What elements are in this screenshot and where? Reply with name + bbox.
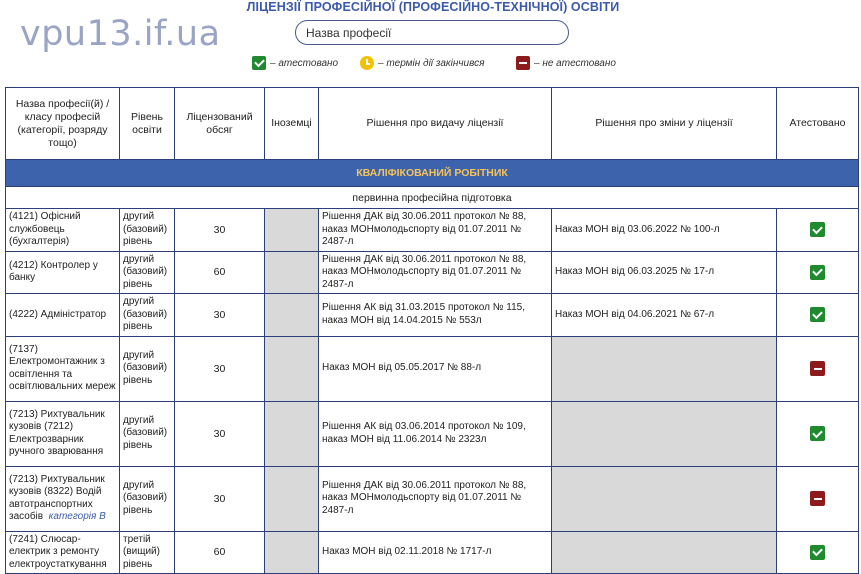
profession-name: (4222) Адміністратор: [9, 308, 107, 320]
cell-attested: [777, 401, 859, 466]
cell-changes: Наказ МОН від 06.03.2025 № 17-л: [552, 251, 777, 294]
cell-level: другий (базовий) рівень: [120, 466, 175, 531]
profession-name: (7213) Рихтувальник кузовів (7212) Електрозварник ручного зварювання: [9, 408, 105, 457]
cell-profession: [6, 209, 120, 252]
cell-volume: 60: [175, 531, 265, 574]
header-foreigners: Іноземці: [265, 88, 319, 160]
legend-attested-label: – атестовано: [270, 57, 339, 69]
clock-icon: [360, 56, 374, 70]
cell-decision: Рішення ДАК від 30.06.2011 протокол № 88, наказ МОНмолодьспорту від 01.07.2011 № 2487-л: [319, 209, 552, 252]
cell-volume: 30: [175, 294, 265, 337]
section-title: КВАЛІФІКОВАНИЙ РОБІТНИК: [6, 160, 859, 187]
profession-name: (4212) Контролер у банку: [9, 259, 98, 284]
cell-changes: [552, 336, 777, 401]
cell-attested: [777, 251, 859, 294]
profession-name: (4121) Офісний службовець (бухгалтерія): [9, 211, 81, 247]
check-icon: [810, 265, 825, 280]
cell-decision: Рішення ДАК від 30.06.2011 протокол № 88, наказ МОНмолодьспорту від 01.07.2011 № 2487-л: [319, 251, 552, 294]
license-table: [5, 87, 859, 574]
cell-attested: [777, 531, 859, 574]
cell-level: третій (вищий) рівень: [120, 531, 175, 574]
cell-level: другий (базовий) рівень: [120, 209, 175, 252]
cell-attested: [777, 336, 859, 401]
legend-expired-label: – термін дії закінчився: [378, 57, 485, 69]
table-row: [6, 466, 859, 531]
cell-foreigners: [265, 466, 319, 531]
page-title: ЛІЦЕНЗІЇ ПРОФЕСІЙНОЇ (ПРОФЕСІЙНО-ТЕХНІЧНОЇ) ОСВІТИ: [246, 0, 620, 14]
site-logo[interactable]: vpu13.if.ua: [20, 14, 221, 54]
table-row: [6, 531, 859, 574]
cell-level: другий (базовий) рівень: [120, 251, 175, 294]
cell-changes: Наказ МОН від 03.06.2022 № 100-л: [552, 209, 777, 252]
section-row: [6, 160, 859, 187]
cell-foreigners: [265, 401, 319, 466]
cell-foreigners: [265, 294, 319, 337]
cell-profession: [6, 466, 120, 531]
table-row: [6, 251, 859, 294]
cell-changes: [552, 401, 777, 466]
subsection-row: [6, 187, 859, 209]
cell-attested: [777, 466, 859, 531]
header-volume: Ліцензований обсяг: [175, 88, 265, 160]
legend-expired: [360, 56, 484, 70]
check-icon: [810, 545, 825, 560]
cell-level: другий (базовий) рівень: [120, 294, 175, 337]
cell-decision: Рішення ДАК від 30.06.2011 протокол № 88, наказ МОНмолодьспорту від 01.07.2011 № 2487-л: [319, 466, 552, 531]
cell-foreigners: [265, 531, 319, 574]
cell-profession: [6, 531, 120, 574]
cell-decision: Рішення АК від 03.06.2014 протокол № 109, наказ МОН від 11.06.2014 № 2323л: [319, 401, 552, 466]
check-icon: [810, 307, 825, 322]
cell-volume: 30: [175, 336, 265, 401]
profession-name: (7241) Слюсар-електрик з ремонту електроустаткування: [9, 533, 107, 570]
cell-decision: Рішення АК від 31.03.2015 протокол № 115, наказ МОН від 14.04.2015 № 553л: [319, 294, 552, 337]
table-row: [6, 209, 859, 252]
table-header-row: [6, 88, 859, 160]
header-changes: Рішення про зміни у ліцензії: [552, 88, 777, 160]
cell-profession: [6, 401, 120, 466]
subsection-title: первинна професійна підготовка: [6, 187, 859, 209]
cell-profession: [6, 294, 120, 337]
cell-decision: Наказ МОН від 05.05.2017 № 88-л: [319, 336, 552, 401]
cell-foreigners: [265, 336, 319, 401]
table-row: [6, 336, 859, 401]
check-icon: [810, 222, 825, 237]
category-tag: категорія B: [48, 511, 106, 522]
cell-foreigners: [265, 251, 319, 294]
cell-level: другий (базовий) рівень: [120, 336, 175, 401]
cell-profession: [6, 336, 120, 401]
legend-not-attested: [516, 56, 616, 70]
cell-volume: 30: [175, 401, 265, 466]
cell-attested: [777, 209, 859, 252]
cell-foreigners: [265, 209, 319, 252]
check-icon: [810, 426, 825, 441]
table-row: [6, 294, 859, 337]
cell-volume: 30: [175, 466, 265, 531]
search-input[interactable]: [295, 20, 569, 45]
profession-name: (7137) Електромонтажник з освітлення та освітлювальних мереж: [9, 343, 116, 392]
minus-icon: [516, 56, 530, 70]
minus-icon: [810, 361, 825, 376]
legend-not-attested-label: – не атестовано: [534, 57, 616, 69]
cell-volume: 60: [175, 251, 265, 294]
cell-volume: 30: [175, 209, 265, 252]
cell-changes: Наказ МОН від 04.06.2021 № 67-л: [552, 294, 777, 337]
cell-changes: [552, 531, 777, 574]
table-row: [6, 401, 859, 466]
header-decision: Рішення про видачу ліцензії: [319, 88, 552, 160]
header-level: Рівень освіти: [120, 88, 175, 160]
cell-profession: [6, 251, 120, 294]
minus-icon: [810, 491, 825, 506]
cell-decision: Наказ МОН від 02.11.2018 № 1717-л: [319, 531, 552, 574]
profession-name: (7213) Рихтувальник кузовів (8322) Водій автотранспортних засобів: [9, 473, 105, 522]
legend: [0, 56, 861, 72]
header-profession: Назва професії(й) / класу професій (категорії, розряду тощо): [6, 88, 120, 160]
header-attested: Атестовано: [777, 88, 859, 160]
cell-level: другий (базовий) рівень: [120, 401, 175, 466]
cell-attested: [777, 294, 859, 337]
cell-changes: [552, 466, 777, 531]
legend-attested: [252, 56, 338, 70]
check-icon: [252, 56, 266, 70]
